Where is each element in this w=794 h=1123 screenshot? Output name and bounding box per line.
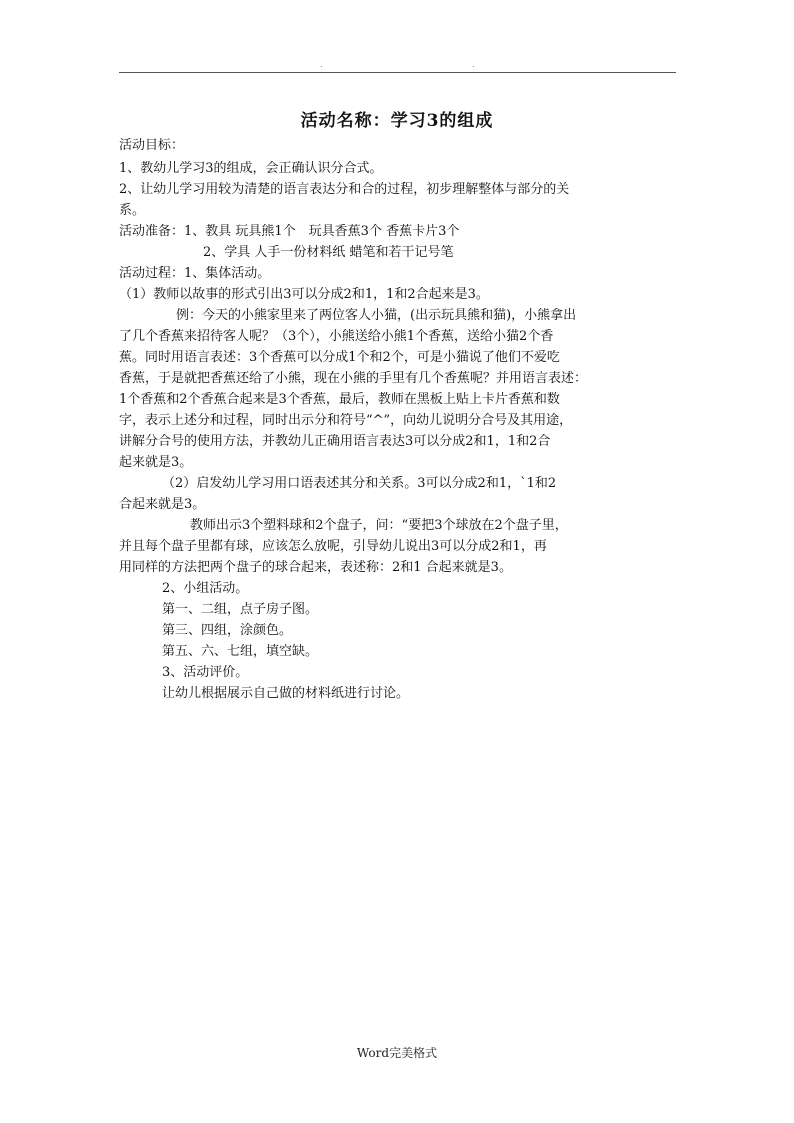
page-footer: Word完美格式 [356,1046,438,1060]
document-title: 活动名称：学习3的组成 [300,111,494,131]
body-line: 让幼儿根据展示自己做的材料纸进行讨论。 [162,686,410,701]
body-line: 字，表示上述分和过程，同时出示分和符号“^”，向幼儿说明分合号及其用途， [119,413,573,428]
body-line: 活动目标： [119,138,185,153]
body-line: 2、小组活动。 [162,581,249,596]
body-line: 起来就是3。 [119,455,193,470]
body-line: 教师出示3个塑料球和2个盘子，问：“要把3个球放在2个盘子里， [190,518,568,533]
body-line: 1个香蕉和2个香蕉合起来是3个香蕉，最后，教师在黑板上贴上卡片香蕉和数 [119,392,560,407]
body-line: （2）启发幼儿学习用口语表述其分和关系。3可以分成2和1，`1和2 [162,476,557,491]
body-line: 活动准备：1、教具 玩具熊1个 玩具香蕉3个 香蕉卡片3个 [119,224,460,239]
body-line: （1）教师以故事的形式引出3可以分成2和1，1和2合起来是3。 [119,287,489,302]
body-line: 香蕉，于是就把香蕉还给了小熊，现在小熊的手里有几个香蕉呢？并用语言表述： [119,371,588,386]
body-line: 并且每个盘子里都有球，应该怎么放呢，引导幼儿说出3可以分成2和1，再 [119,539,547,554]
header-rule [119,72,676,73]
body-line: 第三、四组，涂颜色。 [162,623,293,638]
body-line: 讲解分合号的使用方法，并教幼儿正确用语言表达3可以分成2和1，1和2合 [119,434,551,449]
body-line: 合起来就是3。 [119,497,206,512]
body-line: 3、活动评价。 [162,665,249,680]
body-line: 活动过程：1、集体活动。 [119,266,271,281]
body-line: 用同样的方法把两个盘子的球合起来，表述称：2和1 合起来就是3。 [119,560,512,575]
body-line: 第五、六、七组，填空缺。 [162,644,319,659]
body-line: 蕉。同时用语言表述：3个香蕉可以分成1个和2个，可是小猫说了他们不爱吃 [119,350,560,365]
body-line: 2、学具 人手一份材料纸 蜡笔和若干记号笔 [203,245,454,260]
body-line: 1、教幼儿学习3的组成，会正确认识分合式。 [119,161,383,176]
header-mark-left: . [320,60,323,69]
body-line: 了几个香蕉来招待客人呢？（3个），小熊送给小熊1个香蕉，送给小猫2个香 [119,329,554,344]
body-line: 例：今天的小熊家里来了两位客人小猫，(出示玩具熊和猫)，小熊拿出 [176,308,577,323]
header-mark-right: . [472,60,475,69]
body-line: 2、让幼儿学习用较为清楚的语言表达分和合的过程，初步理解整体与部分的关 [119,182,570,197]
body-line: 系。 [119,203,146,218]
body-line: 第一、二组，点子房子图。 [162,602,319,617]
